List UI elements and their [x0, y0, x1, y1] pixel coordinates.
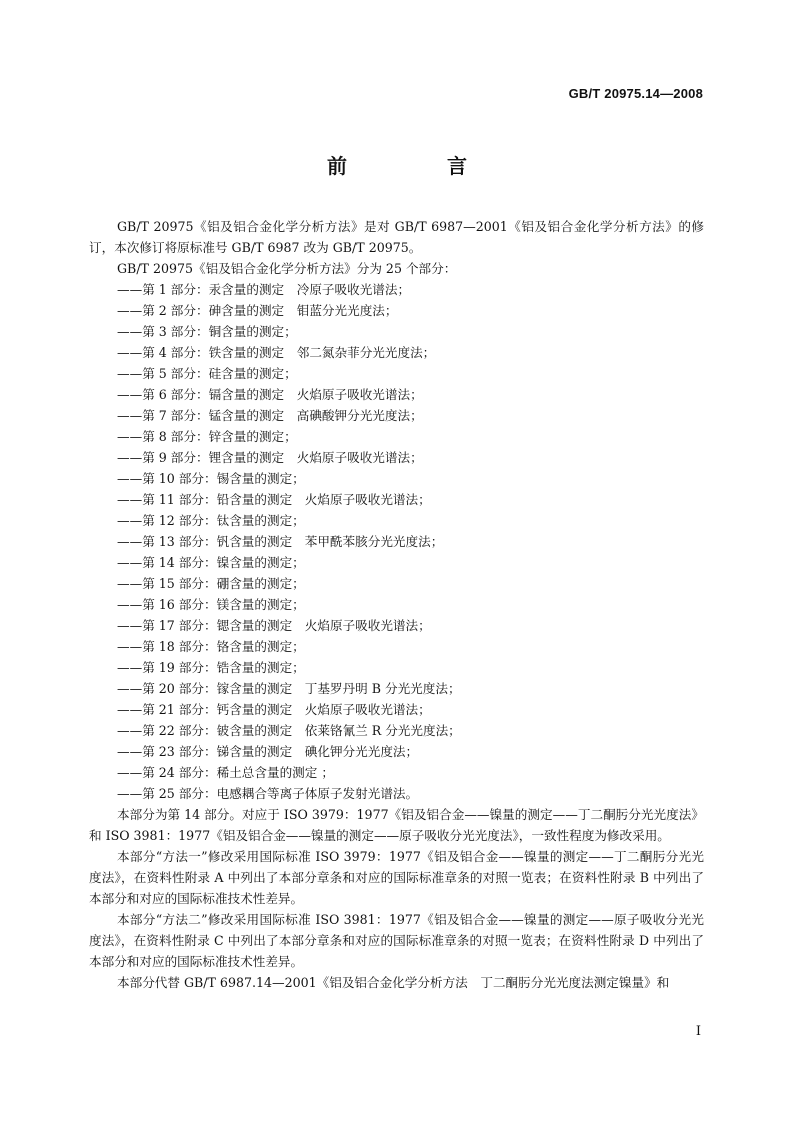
list-item: ——第 6 部分：镉含量的测定 火焰原子吸收光谱法；: [117, 387, 423, 402]
parts-list: [89, 279, 704, 804]
body-paragraph: 本部分为第 14 部分。对应于 ISO 3979：1977《铝及铝合金——镍量的测定——丁二酮肟分光光度法》和 ISO 3981：1977《铝及铝合金——镍量的测定——原子吸收分光光度法》，一致性程度为修改采用。: [89, 807, 704, 843]
standard-code: GB/T 20975.14—2008: [568, 86, 703, 101]
list-item: ——第 8 部分：锌含量的测定；: [117, 429, 297, 444]
list-item: ——第 15 部分：硼含量的测定；: [117, 576, 305, 591]
list-item: ——第 2 部分：砷含量的测定 钼蓝分光光度法；: [117, 303, 398, 318]
list-item: ——第 20 部分：镓含量的测定 丁基罗丹明 B 分光光度法；: [117, 681, 461, 696]
page-number: I: [695, 1024, 701, 1039]
list-item: ——第 5 部分：硅含量的测定；: [117, 366, 297, 381]
list-item: ——第 23 部分：锑含量的测定 碘化钾分光光度法；: [117, 744, 419, 759]
intro-paragraph: GB/T 20975《铝及铝合金化学分析方法》是对 GB/T 6987—2001《铝及铝合金化学分析方法》的修订，本次修订将原标准号 GB/T 6987 改为 GB/T 20975。: [89, 219, 704, 255]
body-paragraph: 本部分“方法一”修改采用国际标准 ISO 3979：1977《铝及铝合金——镍量的测定——丁二酮肟分光光度法》，在资料性附录 A 中列出了本部分章条和对应的国际标准章条的对照一览表；在资料性附录 B 中列出了本部分和对应的国际标准技术性差异。: [89, 849, 704, 906]
list-item: ——第 3 部分：铜含量的测定；: [117, 324, 297, 339]
list-item: ——第 22 部分：铍含量的测定 依莱铬氰兰 R 分光光度法；: [117, 723, 461, 738]
list-item: ——第 11 部分：铅含量的测定 火焰原子吸收光谱法；: [117, 492, 431, 507]
intro-paragraph: GB/T 20975《铝及铝合金化学分析方法》分为 25 个部分：: [117, 261, 457, 276]
list-item: ——第 21 部分：钙含量的测定 火焰原子吸收光谱法；: [117, 702, 431, 717]
list-item: ——第 16 部分：镁含量的测定；: [117, 597, 305, 612]
list-item: ——第 18 部分：铬含量的测定；: [117, 639, 305, 654]
list-item: ——第 24 部分：稀土总含量的测定 ；: [117, 765, 334, 780]
list-item: ——第 4 部分：铁含量的测定 邻二氮杂菲分光光度法；: [117, 345, 436, 360]
list-item: ——第 12 部分：钛含量的测定；: [117, 513, 305, 528]
list-item: ——第 9 部分：锂含量的测定 火焰原子吸收光谱法；: [117, 450, 423, 465]
list-item: ——第 19 部分：锆含量的测定；: [117, 660, 305, 675]
page-title: 前 言: [327, 154, 507, 178]
list-item: ——第 25 部分：电感耦合等离子体原子发射光谱法。: [117, 786, 419, 801]
list-item: ——第 7 部分：锰含量的测定 高碘酸钾分光光度法；: [117, 408, 423, 423]
list-item: ——第 10 部分：锡含量的测定；: [117, 471, 305, 486]
list-item: ——第 14 部分：镍含量的测定；: [117, 555, 305, 570]
body-paragraph: 本部分“方法二”修改采用国际标准 ISO 3981：1977《铝及铝合金——镍量的测定——原子吸收分光光度法》，在资料性附录 C 中列出了本部分章条和对应的国际标准章条的对照一览表；在资料性附录 D 中列出了本部分和对应的国际标准技术性差异。: [89, 912, 704, 969]
document-body: [89, 216, 704, 993]
list-item: ——第 17 部分：锶含量的测定 火焰原子吸收光谱法；: [117, 618, 431, 633]
list-item: ——第 13 部分：钒含量的测定 苯甲酰苯胲分光光度法；: [117, 534, 444, 549]
list-item: ——第 1 部分：汞含量的测定 冷原子吸收光谱法；: [117, 282, 411, 297]
body-paragraph: 本部分代替 GB/T 6987.14—2001《铝及铝合金化学分析方法 丁二酮肟分光光度法测定镍量》和: [117, 975, 670, 990]
